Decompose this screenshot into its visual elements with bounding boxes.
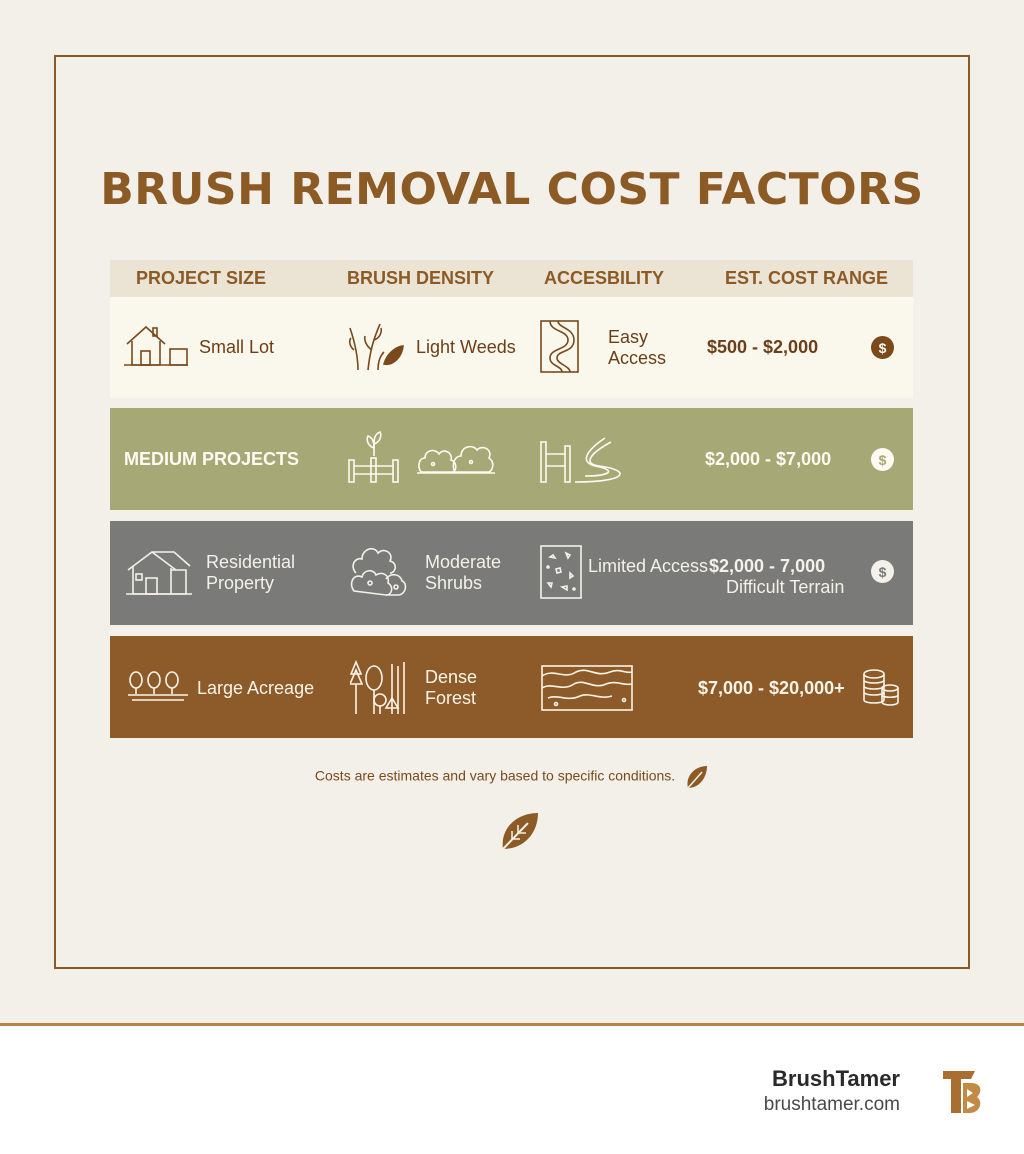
- footer: [0, 1026, 1024, 1154]
- header-brush-density: BRUSH DENSITY: [347, 268, 495, 288]
- path-icon: [540, 320, 580, 374]
- density-label: [425, 667, 477, 709]
- cost-label: $500 - $2,000: [707, 337, 819, 357]
- disclaimer-text: Costs are estimates and vary based to specific conditions.: [314, 767, 676, 784]
- shrubs-icon: [350, 543, 408, 599]
- trees-icon: [128, 670, 188, 702]
- header-project-size: PROJECT SIZE: [136, 268, 267, 288]
- disclaimer-note: [0, 764, 1024, 790]
- header-accessibility: ACCESBILITY: [544, 268, 665, 288]
- header-cost-range: EST. COST RANGE: [725, 268, 889, 288]
- access-line-2: Access: [608, 348, 667, 368]
- rocky-terrain-icon: [540, 545, 582, 599]
- brand-url[interactable]: brushtamer.com: [763, 1094, 900, 1115]
- size-line-2: Property: [206, 573, 275, 593]
- access-label: [608, 327, 666, 369]
- density-line-2: Shrubs: [425, 573, 483, 593]
- page-title: BRUSH REMOVAL COST FACTORS: [100, 164, 924, 215]
- terrain-map-icon: [540, 664, 634, 712]
- house-icon: [124, 324, 190, 368]
- size-label: MEDIUM PROJECTS: [124, 449, 300, 469]
- house-icon: [126, 548, 194, 596]
- density-label: [425, 552, 501, 594]
- leaf-ornament-icon: [500, 811, 540, 851]
- density-line-1: Dense: [425, 667, 478, 687]
- forest-icon: [350, 660, 408, 716]
- density-line-1: Moderate: [425, 552, 502, 572]
- brand-block: [764, 1066, 900, 1116]
- cost-label: $2,000 - 7,000: [709, 556, 826, 576]
- access-label: Limited Access: [588, 556, 709, 576]
- density-label: Light Weeds: [416, 337, 516, 357]
- brand-logo-icon: [941, 1069, 983, 1115]
- density-line-2: Forest: [425, 688, 477, 708]
- leaf-icon: [685, 764, 709, 790]
- dollar-coin-icon: $: [871, 336, 894, 359]
- table-row-small-lot: [110, 297, 913, 398]
- weeds-icon: [348, 320, 406, 372]
- size-line-1: Residential: [206, 552, 296, 572]
- size-label: Large Acreage: [197, 678, 315, 698]
- dollar-coin-icon: $: [871, 560, 894, 583]
- cost-label: $7,000 - $20,000+: [698, 678, 845, 698]
- brand-name: BrushTamer: [772, 1066, 900, 1091]
- cost-table: [110, 260, 913, 708]
- table-row-residential: [110, 521, 913, 625]
- fence-path-icon: [539, 436, 631, 484]
- table-row-medium: [110, 408, 913, 510]
- cost-note: Difficult Terrain: [726, 577, 845, 597]
- coin-stack-icon: [862, 668, 900, 708]
- dollar-coin-icon: $: [871, 448, 894, 471]
- table-header: [110, 260, 913, 297]
- bushes-icon: [417, 438, 495, 474]
- table-row-large-acreage: [110, 636, 913, 738]
- size-label: Small Lot: [199, 337, 275, 357]
- fence-sprout-icon: [346, 430, 402, 486]
- size-label: [206, 552, 295, 594]
- cost-label: $2,000 - $7,000: [705, 449, 832, 469]
- access-line-1: Easy: [608, 327, 649, 347]
